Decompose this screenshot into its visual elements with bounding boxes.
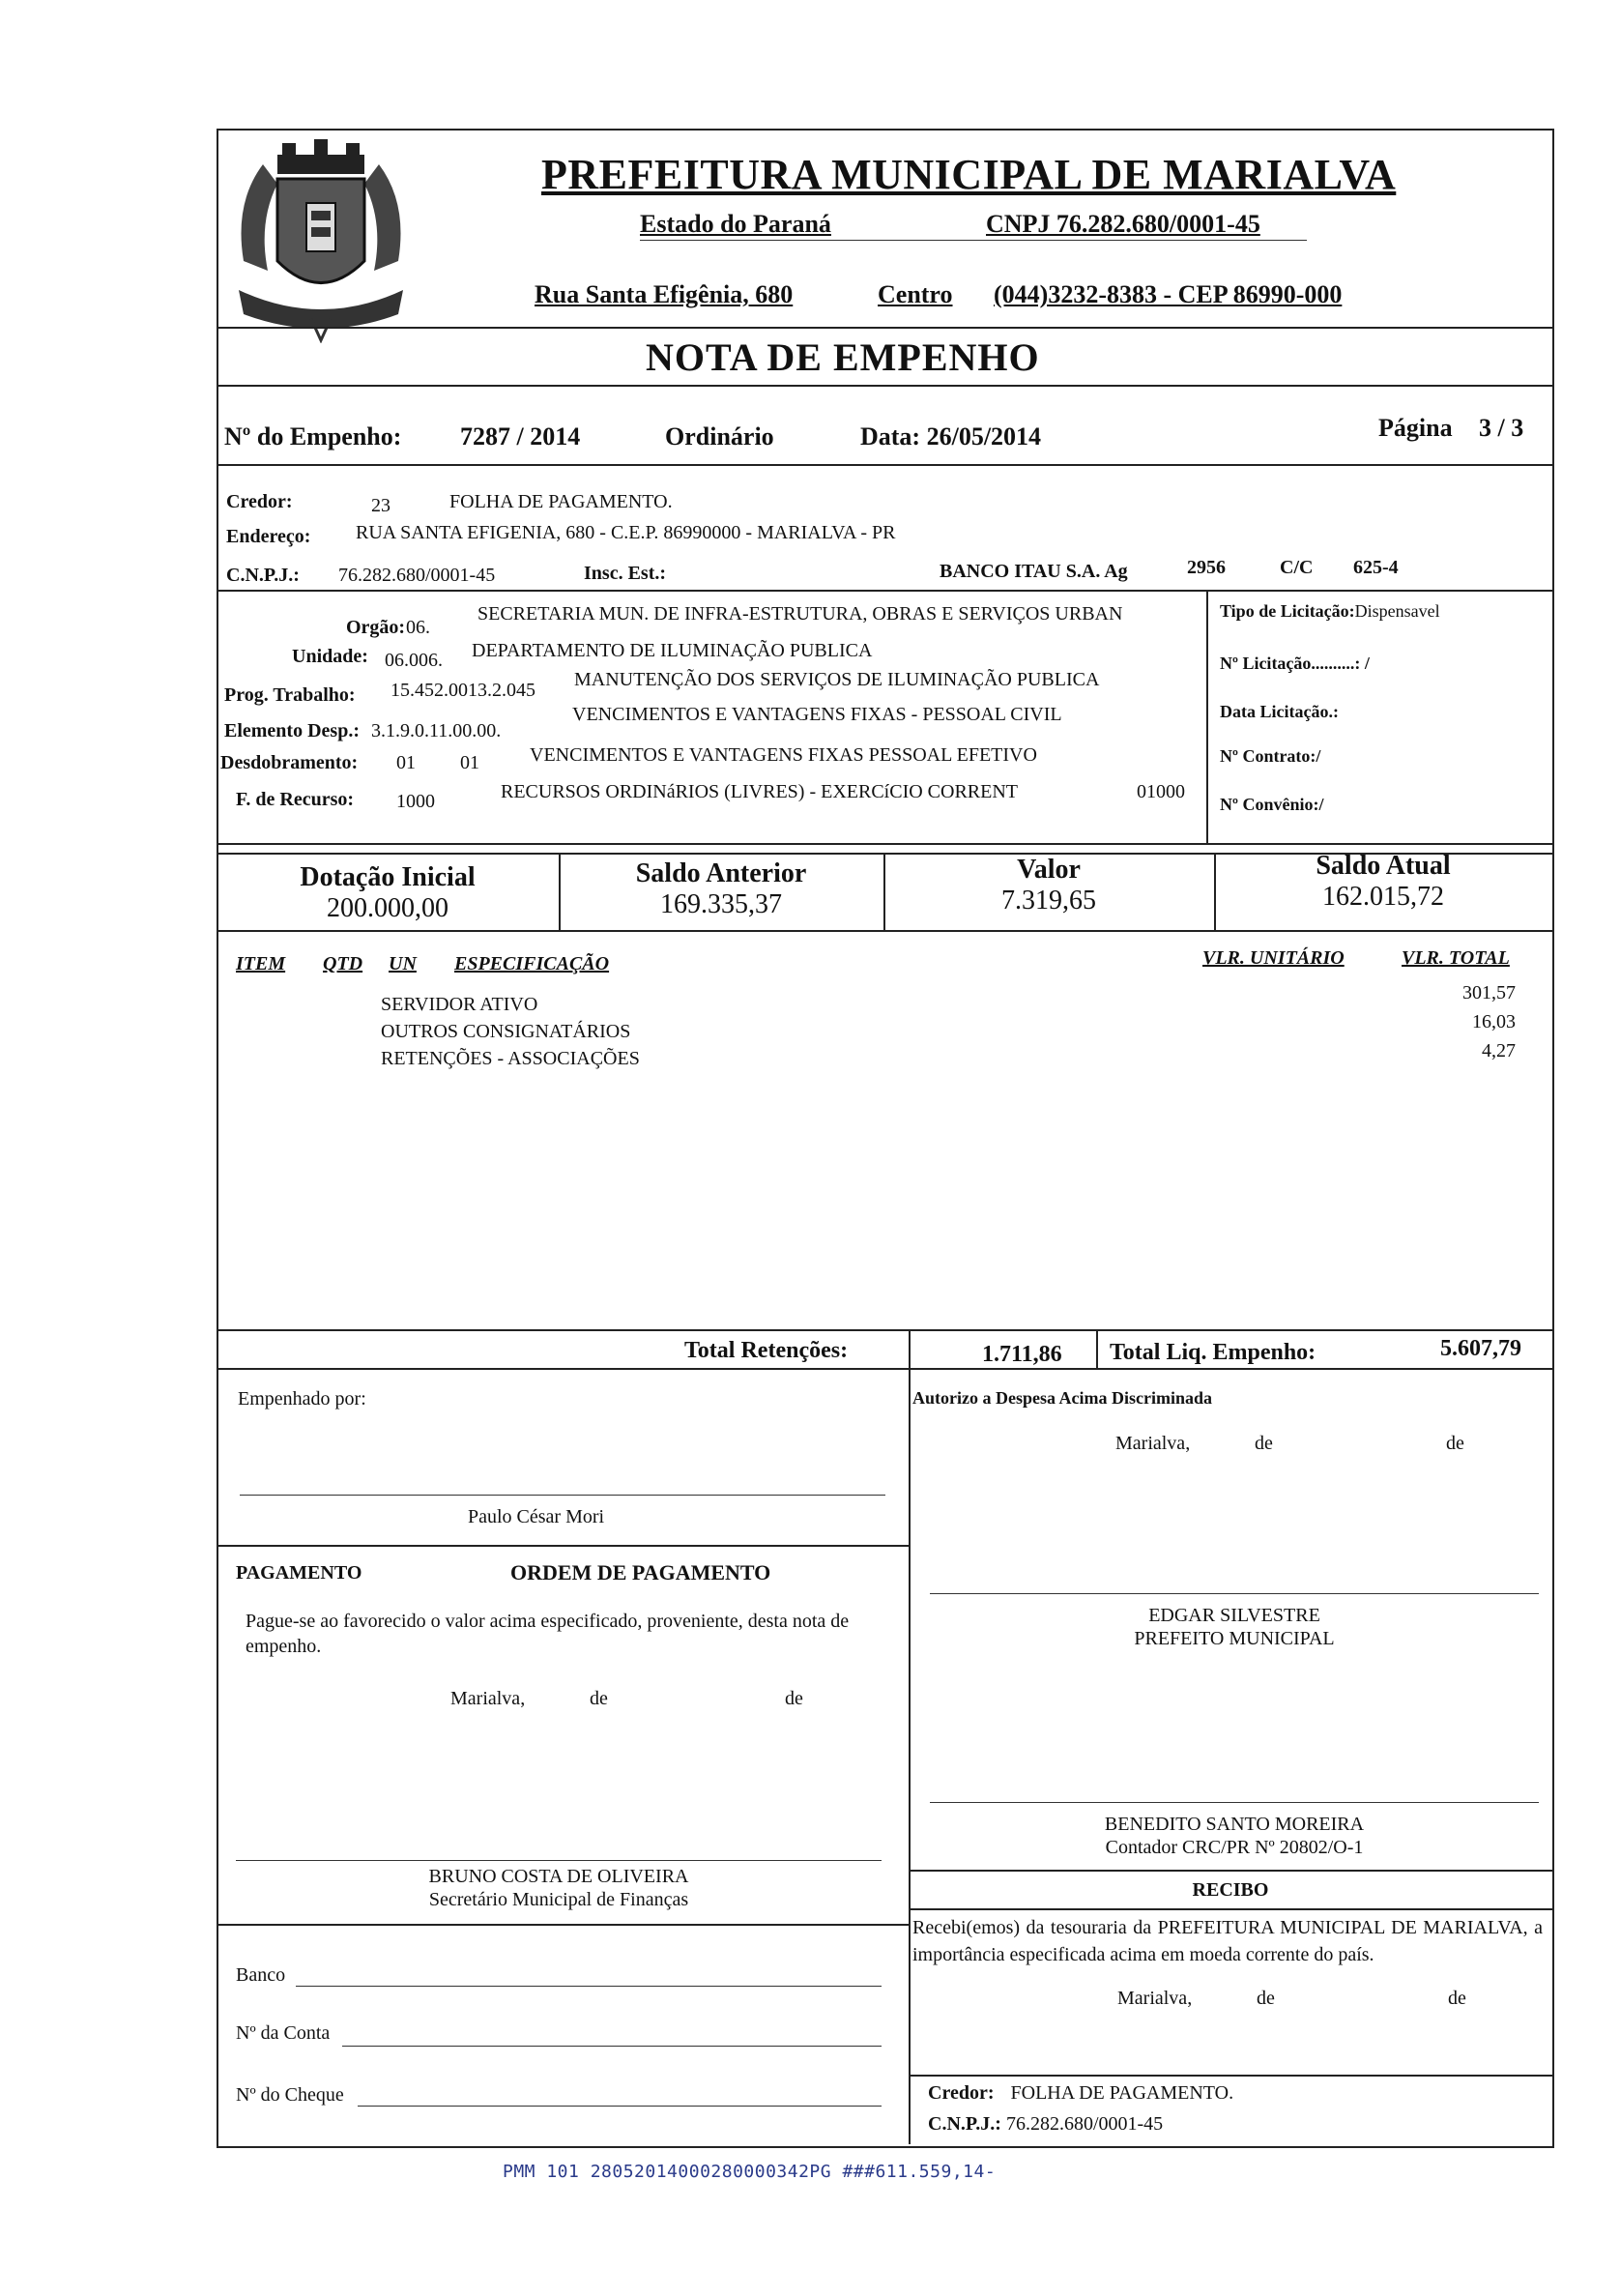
cc-label: C/C bbox=[1280, 557, 1314, 578]
header-state: Estado do Paraná bbox=[640, 210, 831, 238]
credor-address: RUA SANTA EFIGENIA, 680 - C.E.P. 86990000 - MARIALVA - PR bbox=[356, 522, 896, 543]
credor-label: Credor: bbox=[226, 491, 293, 512]
signature-line bbox=[240, 1495, 885, 1496]
autorizo-de-1: de bbox=[1255, 1433, 1273, 1454]
saldo-atual-label: Saldo Atual bbox=[1316, 851, 1451, 881]
signature-line bbox=[236, 1860, 882, 1861]
total-liq-value: 5.607,79 bbox=[1440, 1336, 1521, 1361]
divider bbox=[217, 590, 1552, 592]
orgao-name: SECRETARIA MUN. DE INFRA-ESTRUTURA, OBRAS E SERVIÇOS URBAN bbox=[477, 603, 1123, 625]
credor-footer-name: FOLHA DE PAGAMENTO. bbox=[1010, 2082, 1234, 2104]
header-address: Rua Santa Efigênia, 680 bbox=[535, 280, 794, 308]
autorizo-label: Autorizo a Despesa Acima Discriminada bbox=[912, 1388, 1212, 1408]
contrato-number: Nº Contrato:/ bbox=[1220, 746, 1321, 766]
coat-of-arms-logo bbox=[224, 135, 418, 343]
empenhado-label: Empenhado por: bbox=[238, 1388, 366, 1410]
desdobramento-name: VENCIMENTOS E VANTAGENS FIXAS PESSOAL EFETIVO bbox=[530, 744, 1037, 766]
divider bbox=[217, 385, 1552, 387]
empenho-type: Ordinário bbox=[665, 422, 774, 450]
signature-line bbox=[930, 1593, 1539, 1594]
total-liq-label: Total Liq. Empenho: bbox=[1110, 1340, 1316, 1365]
saldo-valor-label: Valor bbox=[1017, 855, 1081, 885]
credor-cnpj-label: C.N.P.J.: bbox=[226, 565, 300, 586]
unidade-code: 06.006. bbox=[385, 650, 443, 671]
signature-line bbox=[930, 1802, 1539, 1803]
licitacao-date: Data Licitação.: bbox=[1220, 702, 1339, 721]
elemento-code: 3.1.9.0.11.00.00. bbox=[371, 720, 502, 741]
recurso-label: F. de Recurso: bbox=[236, 789, 355, 810]
saldo-dotacao bbox=[217, 862, 559, 924]
recurso-code: 1000 bbox=[396, 791, 435, 812]
doc-title: NOTA DE EMPENHO bbox=[646, 335, 1040, 379]
divider bbox=[909, 2075, 1552, 2077]
cheque-field-line[interactable] bbox=[358, 2106, 882, 2107]
conta-label: Nº da Conta bbox=[236, 2022, 331, 2044]
header-phone-cep: (044)3232-8383 - CEP 86990-000 bbox=[994, 280, 1343, 308]
desdobramento-code-2: 01 bbox=[460, 752, 479, 773]
saldo-anterior-label: Saldo Anterior bbox=[635, 858, 807, 888]
tipo-licitacao-value: Dispensavel bbox=[1354, 601, 1440, 621]
divider bbox=[217, 464, 1552, 466]
list-item: OUTROS CONSIGNATÁRIOS bbox=[381, 1021, 631, 1042]
orgao-code: 06. bbox=[406, 617, 430, 638]
desdobramento-label: Desdobramento: bbox=[220, 752, 359, 773]
credor-name: FOLHA DE PAGAMENTO. bbox=[449, 491, 673, 512]
cheque-label: Nº do Cheque bbox=[236, 2084, 344, 2106]
divider bbox=[217, 327, 1552, 329]
header-cnpj: CNPJ 76.282.680/0001-45 bbox=[986, 210, 1260, 238]
recibo-text: Recebi(emos) da tesouraria da PREFEITURA MUNICIPAL DE MARIALVA, a importância especificada acima em moeda corrente do país. bbox=[912, 1917, 1543, 1965]
divider bbox=[217, 1368, 1552, 1370]
credor-footer-cnpj-row bbox=[928, 2113, 1163, 2136]
orgao-label: Orgão: bbox=[346, 617, 406, 638]
prog-code: 15.452.0013.2.045 bbox=[391, 680, 535, 701]
header-line-1 bbox=[640, 240, 1307, 241]
header-title: PREFEITURA MUNICIPAL DE MARIALVA bbox=[541, 151, 1397, 198]
recibo-de-1: de bbox=[1257, 1988, 1275, 2009]
credor-code: 23 bbox=[371, 495, 391, 516]
divider bbox=[217, 1329, 1552, 1331]
saldo-valor bbox=[883, 855, 1214, 916]
recurso-name: RECURSOS ORDINáRIOS (LIVRES) - EXERCíCIO CORRENT bbox=[501, 781, 1019, 802]
insc-est-label: Insc. Est.: bbox=[584, 563, 667, 584]
empenho-date: Data: 26/05/2014 bbox=[860, 422, 1042, 450]
empenho-number: 7287 / 2014 bbox=[460, 422, 581, 450]
empenhado-name: Paulo César Mori bbox=[468, 1506, 605, 1527]
saldo-anterior-value: 169.335,37 bbox=[660, 889, 782, 919]
tipo-licitacao-text: Tipo de Licitação: bbox=[1220, 601, 1355, 621]
col-un: UN bbox=[389, 953, 417, 974]
barcode-text: PMM 101 28052014000280000342PG ###611.559,14- bbox=[503, 2162, 997, 2182]
col-vlr-unitario: VLR. UNITÁRIO bbox=[1202, 947, 1345, 969]
unidade-name: DEPARTAMENTO DE ILUMINAÇÃO PUBLICA bbox=[472, 640, 873, 661]
col-vlr-total: VLR. TOTAL bbox=[1402, 947, 1510, 969]
autorizo-city: Marialva, bbox=[1115, 1433, 1191, 1454]
bank-name: BANCO ITAU S.A. Ag bbox=[940, 561, 1128, 582]
divider-vertical bbox=[1096, 1329, 1098, 1368]
divider bbox=[909, 1870, 1552, 1872]
banco-field-line[interactable] bbox=[296, 1986, 882, 1987]
item-total: 16,03 bbox=[1472, 1011, 1516, 1032]
recibo-de-2: de bbox=[1448, 1988, 1466, 2009]
conta-field-line[interactable] bbox=[342, 2046, 882, 2047]
divider bbox=[217, 1545, 909, 1547]
col-especificacao: ESPECIFICAÇÃO bbox=[454, 953, 610, 974]
credor-footer bbox=[928, 2082, 1233, 2105]
contador-name: BENEDITO SANTO MOREIRA bbox=[1104, 1814, 1365, 1835]
total-retencoes-value: 1.711,86 bbox=[982, 1342, 1062, 1367]
licitacao-number: Nº Licitação..........: / bbox=[1220, 654, 1370, 673]
divider-vertical bbox=[909, 1329, 911, 1368]
divider bbox=[217, 843, 1552, 845]
credor-cnpj: 76.282.680/0001-45 bbox=[338, 565, 496, 586]
credor-footer-cnpj: 76.282.680/0001-45 bbox=[1005, 2113, 1164, 2135]
autorizo-de-2: de bbox=[1446, 1433, 1464, 1454]
prog-label: Prog. Trabalho: bbox=[224, 684, 356, 706]
unidade-label: Unidade: bbox=[292, 646, 368, 667]
saldo-atual-value: 162.015,72 bbox=[1322, 882, 1444, 912]
cc-number: 625-4 bbox=[1353, 557, 1399, 578]
desdobramento-code-1: 01 bbox=[396, 752, 416, 773]
credor-footer-cnpj-label: C.N.P.J.: bbox=[928, 2113, 1001, 2135]
tipo-licitacao-label bbox=[1220, 601, 1440, 622]
secretario-name: BRUNO COSTA DE OLIVEIRA bbox=[428, 1866, 689, 1887]
ordem-pagamento-label: ORDEM DE PAGAMENTO bbox=[510, 1560, 771, 1584]
banco-label: Banco bbox=[236, 1964, 286, 1986]
header-district: Centro bbox=[878, 280, 953, 308]
recibo-title: RECIBO bbox=[1192, 1879, 1269, 1901]
pagamento-city: Marialva, bbox=[450, 1688, 526, 1709]
divider-vertical bbox=[909, 1368, 911, 2144]
prog-name: MANUTENÇÃO DOS SERVIÇOS DE ILUMINAÇÃO PUBLICA bbox=[574, 669, 1100, 690]
divider bbox=[909, 1908, 1552, 1910]
secretario-role: Secretário Municipal de Finanças bbox=[428, 1889, 689, 1910]
credor-footer-label: Credor: bbox=[928, 2082, 995, 2104]
saldo-anterior bbox=[559, 858, 883, 920]
divider bbox=[217, 1924, 909, 1926]
empenho-label: Nº do Empenho: bbox=[224, 422, 402, 450]
credor-address-label: Endereço: bbox=[226, 526, 311, 547]
saldo-dotacao-label: Dotação Inicial bbox=[300, 862, 476, 892]
prefeito-name: EDGAR SILVESTRE bbox=[1148, 1605, 1320, 1626]
recurso-code-2: 01000 bbox=[1137, 781, 1185, 802]
divider-vertical bbox=[1206, 590, 1208, 843]
saldo-atual bbox=[1214, 851, 1552, 913]
col-item: ITEM bbox=[236, 953, 286, 974]
bank-agency: 2956 bbox=[1187, 557, 1226, 578]
convenio-number: Nº Convênio:/ bbox=[1220, 795, 1324, 814]
saldo-dotacao-value: 200.000,00 bbox=[327, 893, 448, 923]
pagamento-label: PAGAMENTO bbox=[236, 1562, 362, 1584]
recibo-city: Marialva, bbox=[1117, 1988, 1193, 2009]
elemento-name: VENCIMENTOS E VANTAGENS FIXAS - PESSOAL CIVIL bbox=[572, 704, 1062, 725]
item-total: 301,57 bbox=[1462, 982, 1516, 1003]
total-retencoes-label: Total Retenções: bbox=[684, 1338, 849, 1363]
contador-role: Contador CRC/PR Nº 20802/O-1 bbox=[1105, 1837, 1364, 1858]
list-item: RETENÇÕES - ASSOCIAÇÕES bbox=[381, 1048, 640, 1069]
col-qtd: QTD bbox=[323, 953, 363, 974]
pagamento-de-1: de bbox=[590, 1688, 608, 1709]
pagamento-text: Pague-se ao favorecido o valor acima especificado, proveniente, desta nota de empenho. bbox=[246, 1611, 850, 1657]
elemento-label: Elemento Desp.: bbox=[224, 720, 360, 741]
prefeito-role: PREFEITO MUNICIPAL bbox=[1134, 1628, 1335, 1649]
list-item: SERVIDOR ATIVO bbox=[381, 994, 538, 1015]
divider bbox=[217, 930, 1552, 932]
pagamento-de-2: de bbox=[785, 1688, 803, 1709]
page-label: Página bbox=[1378, 414, 1453, 442]
page-number: 3 / 3 bbox=[1479, 414, 1524, 442]
saldo-valor-value: 7.319,65 bbox=[1001, 886, 1096, 915]
item-total: 4,27 bbox=[1482, 1040, 1516, 1061]
